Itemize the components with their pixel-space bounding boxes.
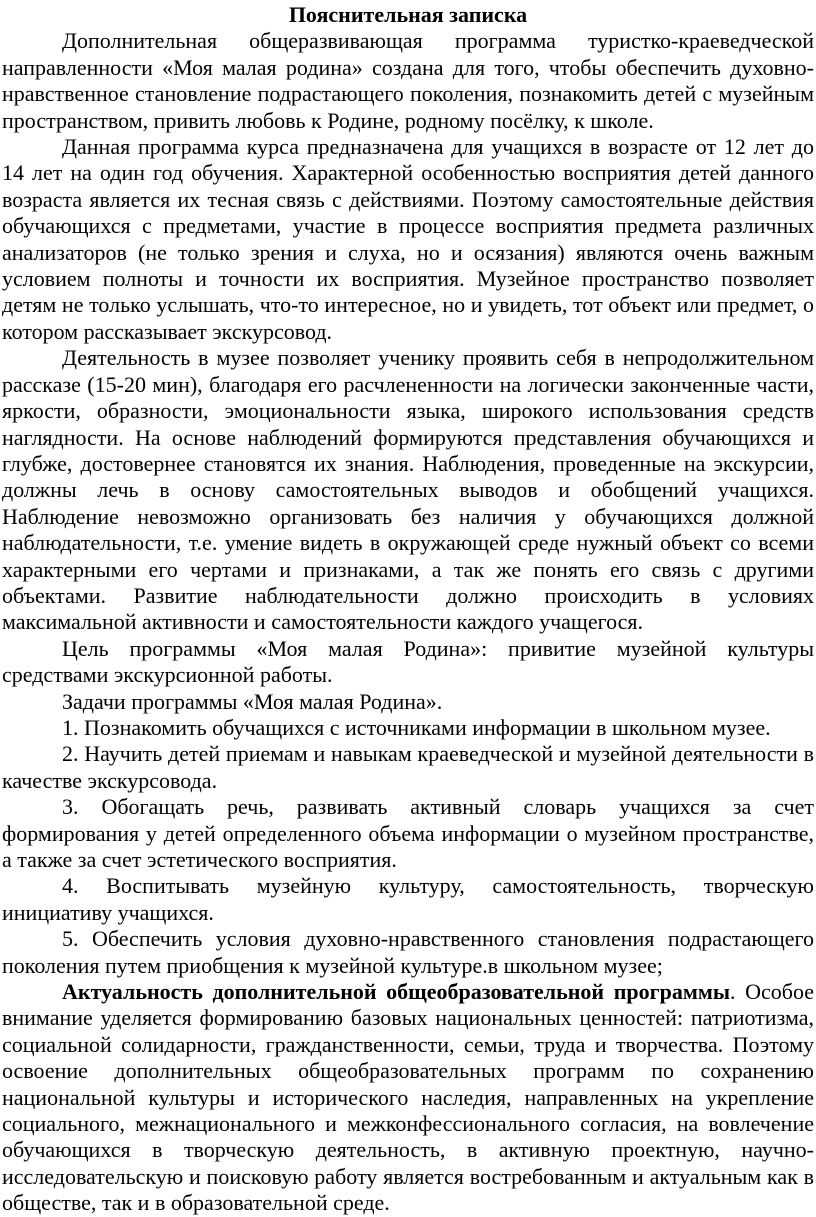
document-title: Пояснительная записка <box>288 2 528 27</box>
paragraph-intro: Дополнительная общеразвивающая программа туристко-краеведческой направленности «Моя малая родина» создана для того, чтобы обеспечить духовно-нравственное становление подрастающего поколения, познакомить детей с музейным пространством, привить любовь к Родине, родному посёлку, к школе. <box>2 28 814 133</box>
task-item-5: 5. Обеспечить условия духовно-нравственного становления подрастающего поколения путем приобщения к музейной культуре.в школьном музее; <box>2 926 814 978</box>
task-item-1: 1. Познакомить обучащихся с источниками информации в школьном музее. <box>62 714 771 740</box>
paragraph-tasks-heading: Задачи программы «Моя малая Родина». <box>62 688 443 714</box>
paragraph-age-group: Данная программа курса предназначена для учащихся в возрасте от 12 лет до 14 лет на один год обучения. Характерной особенностью восприятия детей данного возраста является их тесная связь с действиями. Поэтому самостоятельные действия обучающихся с предметами, участие в процессе восприятия предмета различных анализаторов (не только зрения и слуха, но и осязания) являются очень важным условием полноты и точности их восприятия. Музейное пространство позволяет детям не только услышать, что-то интересное, но и увидеть, тот объект или предмет, о котором рассказывает экскурсовод. <box>2 134 814 344</box>
paragraph-museum-activity: Деятельность в музее позволяет ученику проявить себя в непродолжительном рассказе (15-20 мин), благодаря его расчлененности на логически законченные части, яркости, образности, эмоциональности языка, широкого использования средств наглядности. На основе наблюдений формируются представления обучающихся и глубже, достовернее становятся их знания. Наблюдения, проведенные на экскурсии, должны лечь в основу самостоятельных выводов и обобщений учащихся. Наблюдение невозможно организовать без наличия у обучающихся должной наблюдательности, т.е. умение видеть в окружающей среде нужный объект со всеми характерными его чертами и признаками, а так же понять его связь с другими объектами. Развитие наблюдательности должно происходить в условиях максимальной активности и самостоятельности каждого учащегося. <box>2 345 814 635</box>
relevance-text: . Особое внимание уделяется формированию базовых национальных ценностей: патриотизма, социальной солидарности, гражданственности, семьи, труда и творчества. Поэтому освоение дополнительных общеобразовательных программ по сохранению национальной культуры и исторического наследия, направленных на укрепление социального, межнационального и межконфессионального согласия, на вовлечение обучающихся в творческую деятельность, в активную проектную, научно-исследовательскую и поисковую работу является востребованным и актуальным как в обществе, так и в образовательной среде. <box>2 979 814 1216</box>
paragraph-relevance <box>2 979 814 1217</box>
task-item-2: 2. Научить детей приемам и навыкам краеведческой и музейной деятельности в качестве экскурсовода. <box>2 741 814 793</box>
task-item-4: 4. Воспитывать музейную культуру, самостоятельность, творческую инициативу учащихся. <box>2 873 814 925</box>
paragraph-goal: Цель программы «Моя малая Родина»: привитие музейной культуры средствами экскурсионной работы. <box>2 635 814 688</box>
relevance-heading: Актуальность дополнительной общеобразовательной программы <box>62 979 730 1005</box>
task-item-3: 3. Обогащать речь, развивать активный словарь учащихся за счет формирования у детей определенного объема информации о музейном пространстве, а также за счет эстетического восприятия. <box>2 794 814 872</box>
